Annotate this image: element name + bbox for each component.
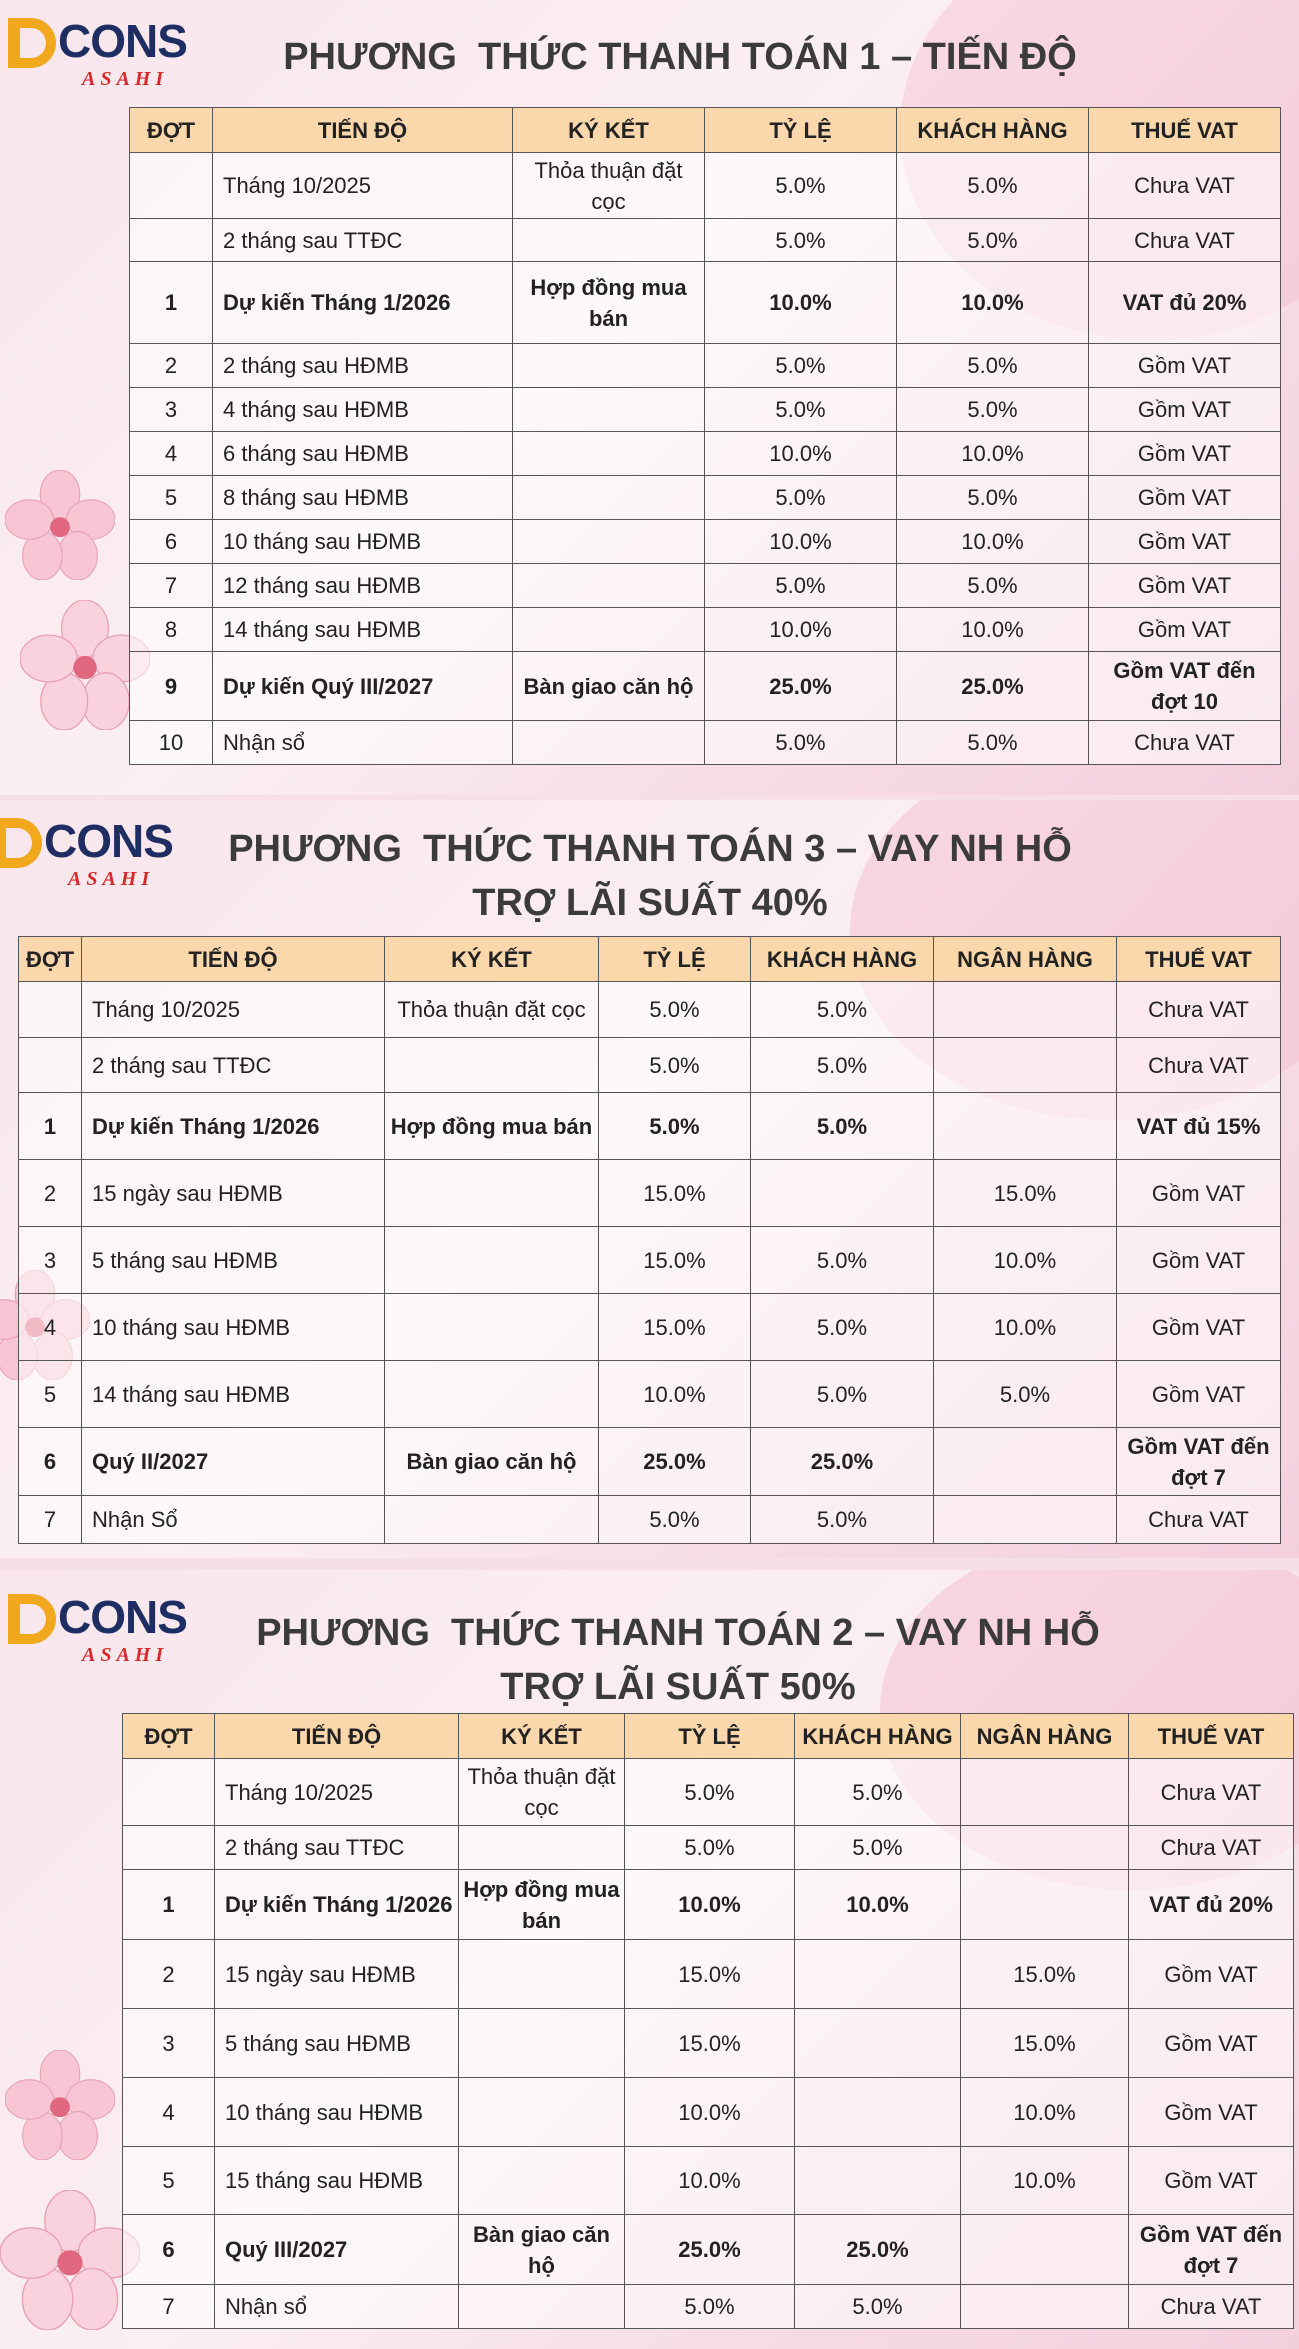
- table-cell: Hợp đồng mua bán: [385, 1093, 599, 1160]
- table-cell: 5.0%: [897, 388, 1089, 432]
- table-cell: Gồm VAT đến đợt 7: [1117, 1428, 1281, 1496]
- table-cell: 25.0%: [751, 1428, 934, 1496]
- table-cell: 3: [123, 2009, 215, 2078]
- table-row: [19, 1093, 1281, 1160]
- table-row: [123, 1759, 1294, 1826]
- table-row: [123, 1940, 1294, 2009]
- table-cell: 25.0%: [897, 652, 1089, 721]
- table-cell: [795, 2078, 961, 2147]
- table-cell: 2 tháng sau TTĐC: [215, 1826, 459, 1870]
- table-cell: [459, 1940, 625, 2009]
- table-row: [130, 608, 1281, 652]
- table-cell: 5.0%: [897, 721, 1089, 765]
- table-cell: 5.0%: [705, 564, 897, 608]
- table-cell: 5.0%: [751, 1361, 934, 1428]
- table-cell: 10: [130, 721, 213, 765]
- table-cell: 5.0%: [625, 1759, 795, 1826]
- table-cell: 2 tháng sau TTĐC: [82, 1038, 385, 1093]
- table-cell: [385, 1038, 599, 1093]
- table-cell: [385, 1294, 599, 1361]
- table-cell: 15.0%: [599, 1294, 751, 1361]
- table-row: [130, 432, 1281, 476]
- table-cell: 5.0%: [897, 344, 1089, 388]
- table-cell: 5.0%: [705, 388, 897, 432]
- table-cell: 7: [19, 1496, 82, 1544]
- table-cell: 25.0%: [705, 652, 897, 721]
- table-cell: [795, 2147, 961, 2215]
- table-cell: [961, 2285, 1129, 2329]
- col-header: KÝ KẾT: [513, 108, 705, 153]
- plan-3-title: PHƯƠNG THỨC THANH TOÁN 3 – VAY NH HỖ TRỢ LÃI SUẤT 40%: [228, 828, 1072, 924]
- table-cell: 5.0%: [751, 1093, 934, 1160]
- table-header-row: [130, 108, 1281, 153]
- table-cell: 15.0%: [625, 2009, 795, 2078]
- table-cell: 5.0%: [705, 476, 897, 520]
- panel-plan-3: [0, 800, 1299, 1558]
- col-header: NGÂN HÀNG: [961, 1714, 1129, 1759]
- table-cell: [513, 721, 705, 765]
- table-cell: [130, 219, 213, 262]
- table-cell: Gồm VAT: [1129, 2147, 1294, 2215]
- table-cell: [385, 1160, 599, 1227]
- table-cell: Bàn giao căn hộ: [459, 2215, 625, 2285]
- table-row: [130, 153, 1281, 219]
- col-header: KÝ KẾT: [459, 1714, 625, 1759]
- table-cell: 10.0%: [705, 608, 897, 652]
- table-row: [19, 1428, 1281, 1496]
- table-cell: 10.0%: [961, 2078, 1129, 2147]
- table-cell: Thỏa thuận đặt cọc: [513, 153, 705, 219]
- table-cell: 3: [130, 388, 213, 432]
- table-cell: 15.0%: [961, 1940, 1129, 2009]
- table-cell: Gồm VAT: [1089, 432, 1281, 476]
- table-cell: 5.0%: [897, 219, 1089, 262]
- table-cell: [513, 432, 705, 476]
- table-cell: 5.0%: [705, 721, 897, 765]
- col-header: KÝ KẾT: [385, 937, 599, 982]
- table-cell: Chưa VAT: [1129, 1826, 1294, 1870]
- table-cell: 10 tháng sau HĐMB: [213, 520, 513, 564]
- table-cell: [459, 1826, 625, 1870]
- table-cell: 5.0%: [599, 1496, 751, 1544]
- table-cell: VAT đủ 20%: [1089, 262, 1281, 344]
- table-row: [130, 564, 1281, 608]
- table-cell: 5.0%: [897, 476, 1089, 520]
- table-cell: Hợp đồng mua bán: [513, 262, 705, 344]
- table-row: [130, 652, 1281, 721]
- table-cell: [513, 219, 705, 262]
- table-cell: 15.0%: [599, 1227, 751, 1294]
- table-cell: 10.0%: [705, 262, 897, 344]
- logo-text: CONS: [44, 815, 173, 867]
- table-cell: [961, 2215, 1129, 2285]
- table-cell: Gồm VAT: [1117, 1160, 1281, 1227]
- table-cell: Chưa VAT: [1117, 1038, 1281, 1093]
- col-header: THUẾ VAT: [1117, 937, 1281, 982]
- table-header-row: [123, 1714, 1294, 1759]
- table-cell: 2: [130, 344, 213, 388]
- table-cell: 12 tháng sau HĐMB: [213, 564, 513, 608]
- table-cell: [961, 1826, 1129, 1870]
- table-cell: Gồm VAT đến đợt 10: [1089, 652, 1281, 721]
- table-cell: 10.0%: [705, 520, 897, 564]
- table-cell: Quý III/2027: [215, 2215, 459, 2285]
- table-cell: Chưa VAT: [1089, 219, 1281, 262]
- table-cell: 14 tháng sau HĐMB: [82, 1361, 385, 1428]
- table-cell: Quý II/2027: [82, 1428, 385, 1496]
- table-cell: [19, 1038, 82, 1093]
- table-cell: [459, 2147, 625, 2215]
- table-cell: [459, 2285, 625, 2329]
- table-cell: Dự kiến Tháng 1/2026: [213, 262, 513, 344]
- table-cell: [934, 982, 1117, 1038]
- col-header: THUẾ VAT: [1129, 1714, 1294, 1759]
- table-cell: 5.0%: [705, 219, 897, 262]
- table-cell: 5 tháng sau HĐMB: [215, 2009, 459, 2078]
- table-cell: 2: [123, 1940, 215, 2009]
- table-cell: Gồm VAT: [1129, 2009, 1294, 2078]
- table-cell: 7: [130, 564, 213, 608]
- table-cell: Nhận sổ: [213, 721, 513, 765]
- table-row: [19, 1294, 1281, 1361]
- logo-text: CONS: [58, 1591, 187, 1643]
- table-cell: [513, 388, 705, 432]
- col-header: NGÂN HÀNG: [934, 937, 1117, 982]
- table-cell: [795, 1940, 961, 2009]
- table-cell: [513, 608, 705, 652]
- table-cell: 1: [123, 1870, 215, 1940]
- table-cell: 15.0%: [934, 1160, 1117, 1227]
- table-cell: 4 tháng sau HĐMB: [213, 388, 513, 432]
- table-cell: 15 ngày sau HĐMB: [82, 1160, 385, 1227]
- table-cell: 10.0%: [897, 432, 1089, 476]
- table-cell: [934, 1038, 1117, 1093]
- table-cell: 5: [130, 476, 213, 520]
- table-cell: Dự kiến Tháng 1/2026: [215, 1870, 459, 1940]
- table-cell: Gồm VAT: [1129, 1940, 1294, 2009]
- table-header-row: [19, 937, 1281, 982]
- col-header: TỶ LỆ: [625, 1714, 795, 1759]
- logo-mark: [8, 1594, 56, 1644]
- table-row: [19, 1160, 1281, 1227]
- table-cell: Dự kiến Tháng 1/2026: [82, 1093, 385, 1160]
- table-cell: 5.0%: [897, 564, 1089, 608]
- col-header: KHÁCH HÀNG: [751, 937, 934, 982]
- table-cell: [513, 564, 705, 608]
- table-row: [123, 2285, 1294, 2329]
- table-cell: 5 tháng sau HĐMB: [82, 1227, 385, 1294]
- table-cell: 5.0%: [751, 1227, 934, 1294]
- table-cell: Dự kiến Quý III/2027: [213, 652, 513, 721]
- table-row: [123, 2009, 1294, 2078]
- table-row: [130, 344, 1281, 388]
- table-cell: Gồm VAT đến đợt 7: [1129, 2215, 1294, 2285]
- panel-plan-2: [0, 1570, 1299, 2349]
- table-row: [130, 219, 1281, 262]
- table-cell: 5.0%: [599, 982, 751, 1038]
- table-row: [130, 721, 1281, 765]
- table-cell: 10 tháng sau HĐMB: [215, 2078, 459, 2147]
- table-cell: Gồm VAT: [1117, 1361, 1281, 1428]
- table-cell: 5.0%: [625, 2285, 795, 2329]
- table-cell: 15.0%: [599, 1160, 751, 1227]
- table-cell: 10.0%: [625, 2147, 795, 2215]
- table-row: [123, 2078, 1294, 2147]
- table-cell: [385, 1361, 599, 1428]
- table-cell: 5.0%: [599, 1093, 751, 1160]
- table-cell: [934, 1496, 1117, 1544]
- logo-mark: [8, 18, 56, 68]
- table-body: [19, 982, 1281, 1544]
- table-cell: Gồm VAT: [1089, 520, 1281, 564]
- table-row: [130, 262, 1281, 344]
- table-cell: 4: [19, 1294, 82, 1361]
- table-row: [123, 2215, 1294, 2285]
- table-cell: 5: [19, 1361, 82, 1428]
- table-row: [19, 982, 1281, 1038]
- col-header: TIẾN ĐỘ: [215, 1714, 459, 1759]
- plan-3-table: [18, 936, 1281, 1544]
- table-cell: 15.0%: [961, 2009, 1129, 2078]
- col-header: ĐỢT: [130, 108, 213, 153]
- table-cell: VAT đủ 20%: [1129, 1870, 1294, 1940]
- table-cell: 5.0%: [751, 1496, 934, 1544]
- table-cell: 14 tháng sau HĐMB: [213, 608, 513, 652]
- plan-1-title: PHƯƠNG THỨC THANH TOÁN 1 – TIẾN ĐỘ: [283, 36, 1077, 78]
- table-cell: Gồm VAT: [1089, 388, 1281, 432]
- logo-subtext: ASAHI: [82, 1644, 169, 1666]
- bcons-logo: [0, 814, 174, 894]
- table-cell: Thỏa thuận đặt cọc: [385, 982, 599, 1038]
- table-cell: 10.0%: [934, 1294, 1117, 1361]
- table-body: [130, 153, 1281, 765]
- table-cell: Gồm VAT: [1089, 476, 1281, 520]
- table-row: [123, 2147, 1294, 2215]
- table-cell: Chưa VAT: [1129, 1759, 1294, 1826]
- table-cell: 5.0%: [705, 153, 897, 219]
- table-cell: 4: [130, 432, 213, 476]
- col-header: TIẾN ĐỘ: [213, 108, 513, 153]
- logo-subtext: ASAHI: [68, 868, 155, 890]
- table-row: [19, 1227, 1281, 1294]
- table-cell: 25.0%: [625, 2215, 795, 2285]
- plan-2-table: [122, 1713, 1294, 2329]
- table-cell: 10.0%: [961, 2147, 1129, 2215]
- table-cell: Bàn giao căn hộ: [513, 652, 705, 721]
- table-cell: 1: [19, 1093, 82, 1160]
- table-cell: 6: [130, 520, 213, 564]
- table-cell: 15 ngày sau HĐMB: [215, 1940, 459, 2009]
- table-cell: Thỏa thuận đặt cọc: [459, 1759, 625, 1826]
- bcons-logo: [8, 14, 188, 94]
- table-cell: 5.0%: [751, 1038, 934, 1093]
- table-cell: [123, 1826, 215, 1870]
- table-row: [130, 476, 1281, 520]
- table-cell: [934, 1093, 1117, 1160]
- panel-plan-1: [0, 0, 1299, 795]
- plan-1-table: [129, 107, 1281, 765]
- table-cell: 9: [130, 652, 213, 721]
- table-cell: 5.0%: [751, 982, 934, 1038]
- table-row: [130, 388, 1281, 432]
- table-cell: Chưa VAT: [1089, 153, 1281, 219]
- logo-subtext: ASAHI: [82, 68, 169, 90]
- table-cell: 4: [123, 2078, 215, 2147]
- table-cell: [513, 520, 705, 564]
- table-cell: [459, 2009, 625, 2078]
- table-row: [123, 1826, 1294, 1870]
- table-cell: 10.0%: [897, 262, 1089, 344]
- table-cell: 10 tháng sau HĐMB: [82, 1294, 385, 1361]
- table-cell: 5.0%: [897, 153, 1089, 219]
- table-cell: [123, 1759, 215, 1826]
- table-cell: 6: [123, 2215, 215, 2285]
- col-header: ĐỢT: [123, 1714, 215, 1759]
- table-cell: 6: [19, 1428, 82, 1496]
- col-header: THUẾ VAT: [1089, 108, 1281, 153]
- table-cell: 5.0%: [795, 1826, 961, 1870]
- table-cell: 5.0%: [795, 2285, 961, 2329]
- table-cell: 5.0%: [625, 1826, 795, 1870]
- table-cell: 5: [123, 2147, 215, 2215]
- table-cell: 15 tháng sau HĐMB: [215, 2147, 459, 2215]
- table-cell: 10.0%: [599, 1361, 751, 1428]
- table-cell: [961, 1759, 1129, 1826]
- table-row: [19, 1496, 1281, 1544]
- table-cell: 2 tháng sau HĐMB: [213, 344, 513, 388]
- table-cell: 2 tháng sau TTĐC: [213, 219, 513, 262]
- table-cell: [385, 1227, 599, 1294]
- flower-icon: [5, 2050, 115, 2160]
- plan-2-title: PHƯƠNG THỨC THANH TOÁN 2 – VAY NH HỖ TRỢ LÃI SUẤT 50%: [256, 1612, 1100, 1708]
- table-cell: Nhận Sổ: [82, 1496, 385, 1544]
- col-header: KHÁCH HÀNG: [795, 1714, 961, 1759]
- flower-icon: [0, 2190, 140, 2330]
- bcons-logo: [8, 1590, 188, 1670]
- table-cell: 5.0%: [599, 1038, 751, 1093]
- table-cell: 5.0%: [795, 1759, 961, 1826]
- table-cell: Nhận sổ: [215, 2285, 459, 2329]
- table-cell: Gồm VAT: [1089, 564, 1281, 608]
- table-cell: Gồm VAT: [1089, 608, 1281, 652]
- table-cell: [459, 2078, 625, 2147]
- col-header: KHÁCH HÀNG: [897, 108, 1089, 153]
- table-cell: Chưa VAT: [1129, 2285, 1294, 2329]
- table-cell: 5.0%: [751, 1294, 934, 1361]
- table-row: [19, 1038, 1281, 1093]
- table-cell: [934, 1428, 1117, 1496]
- table-cell: 8: [130, 608, 213, 652]
- table-cell: [130, 153, 213, 219]
- table-cell: 15.0%: [625, 1940, 795, 2009]
- table-cell: Chưa VAT: [1089, 721, 1281, 765]
- table-cell: [961, 1870, 1129, 1940]
- table-row: [123, 1870, 1294, 1940]
- table-cell: 6 tháng sau HĐMB: [213, 432, 513, 476]
- table-cell: Chưa VAT: [1117, 1496, 1281, 1544]
- table-cell: [751, 1160, 934, 1227]
- table-cell: [513, 476, 705, 520]
- table-cell: 25.0%: [599, 1428, 751, 1496]
- table-cell: 10.0%: [705, 432, 897, 476]
- table-cell: Gồm VAT: [1129, 2078, 1294, 2147]
- flower-icon: [5, 470, 115, 580]
- table-cell: 10.0%: [625, 2078, 795, 2147]
- table-cell: 1: [130, 262, 213, 344]
- table-cell: Hợp đồng mua bán: [459, 1870, 625, 1940]
- table-cell: Bàn giao căn hộ: [385, 1428, 599, 1496]
- table-cell: 5.0%: [934, 1361, 1117, 1428]
- table-cell: 5.0%: [705, 344, 897, 388]
- table-cell: Tháng 10/2025: [213, 153, 513, 219]
- table-cell: Tháng 10/2025: [215, 1759, 459, 1826]
- table-cell: 2: [19, 1160, 82, 1227]
- col-header: TỶ LỆ: [705, 108, 897, 153]
- table-cell: 3: [19, 1227, 82, 1294]
- table-cell: 10.0%: [934, 1227, 1117, 1294]
- table-cell: 7: [123, 2285, 215, 2329]
- col-header: TIẾN ĐỘ: [82, 937, 385, 982]
- table-body: [123, 1759, 1294, 2329]
- col-header: ĐỢT: [19, 937, 82, 982]
- table-cell: [385, 1496, 599, 1544]
- table-cell: 10.0%: [897, 608, 1089, 652]
- table-row: [19, 1361, 1281, 1428]
- table-cell: Gồm VAT: [1117, 1294, 1281, 1361]
- table-cell: VAT đủ 15%: [1117, 1093, 1281, 1160]
- table-cell: [19, 982, 82, 1038]
- col-header: TỶ LỆ: [599, 937, 751, 982]
- table-cell: [795, 2009, 961, 2078]
- table-cell: 8 tháng sau HĐMB: [213, 476, 513, 520]
- logo-text: CONS: [58, 15, 187, 67]
- table-cell: Chưa VAT: [1117, 982, 1281, 1038]
- table-cell: 25.0%: [795, 2215, 961, 2285]
- table-cell: [513, 344, 705, 388]
- table-cell: 10.0%: [795, 1870, 961, 1940]
- table-cell: Tháng 10/2025: [82, 982, 385, 1038]
- logo-mark: [0, 818, 42, 868]
- table-cell: Gồm VAT: [1089, 344, 1281, 388]
- table-cell: 10.0%: [897, 520, 1089, 564]
- table-row: [130, 520, 1281, 564]
- table-cell: Gồm VAT: [1117, 1227, 1281, 1294]
- table-cell: 10.0%: [625, 1870, 795, 1940]
